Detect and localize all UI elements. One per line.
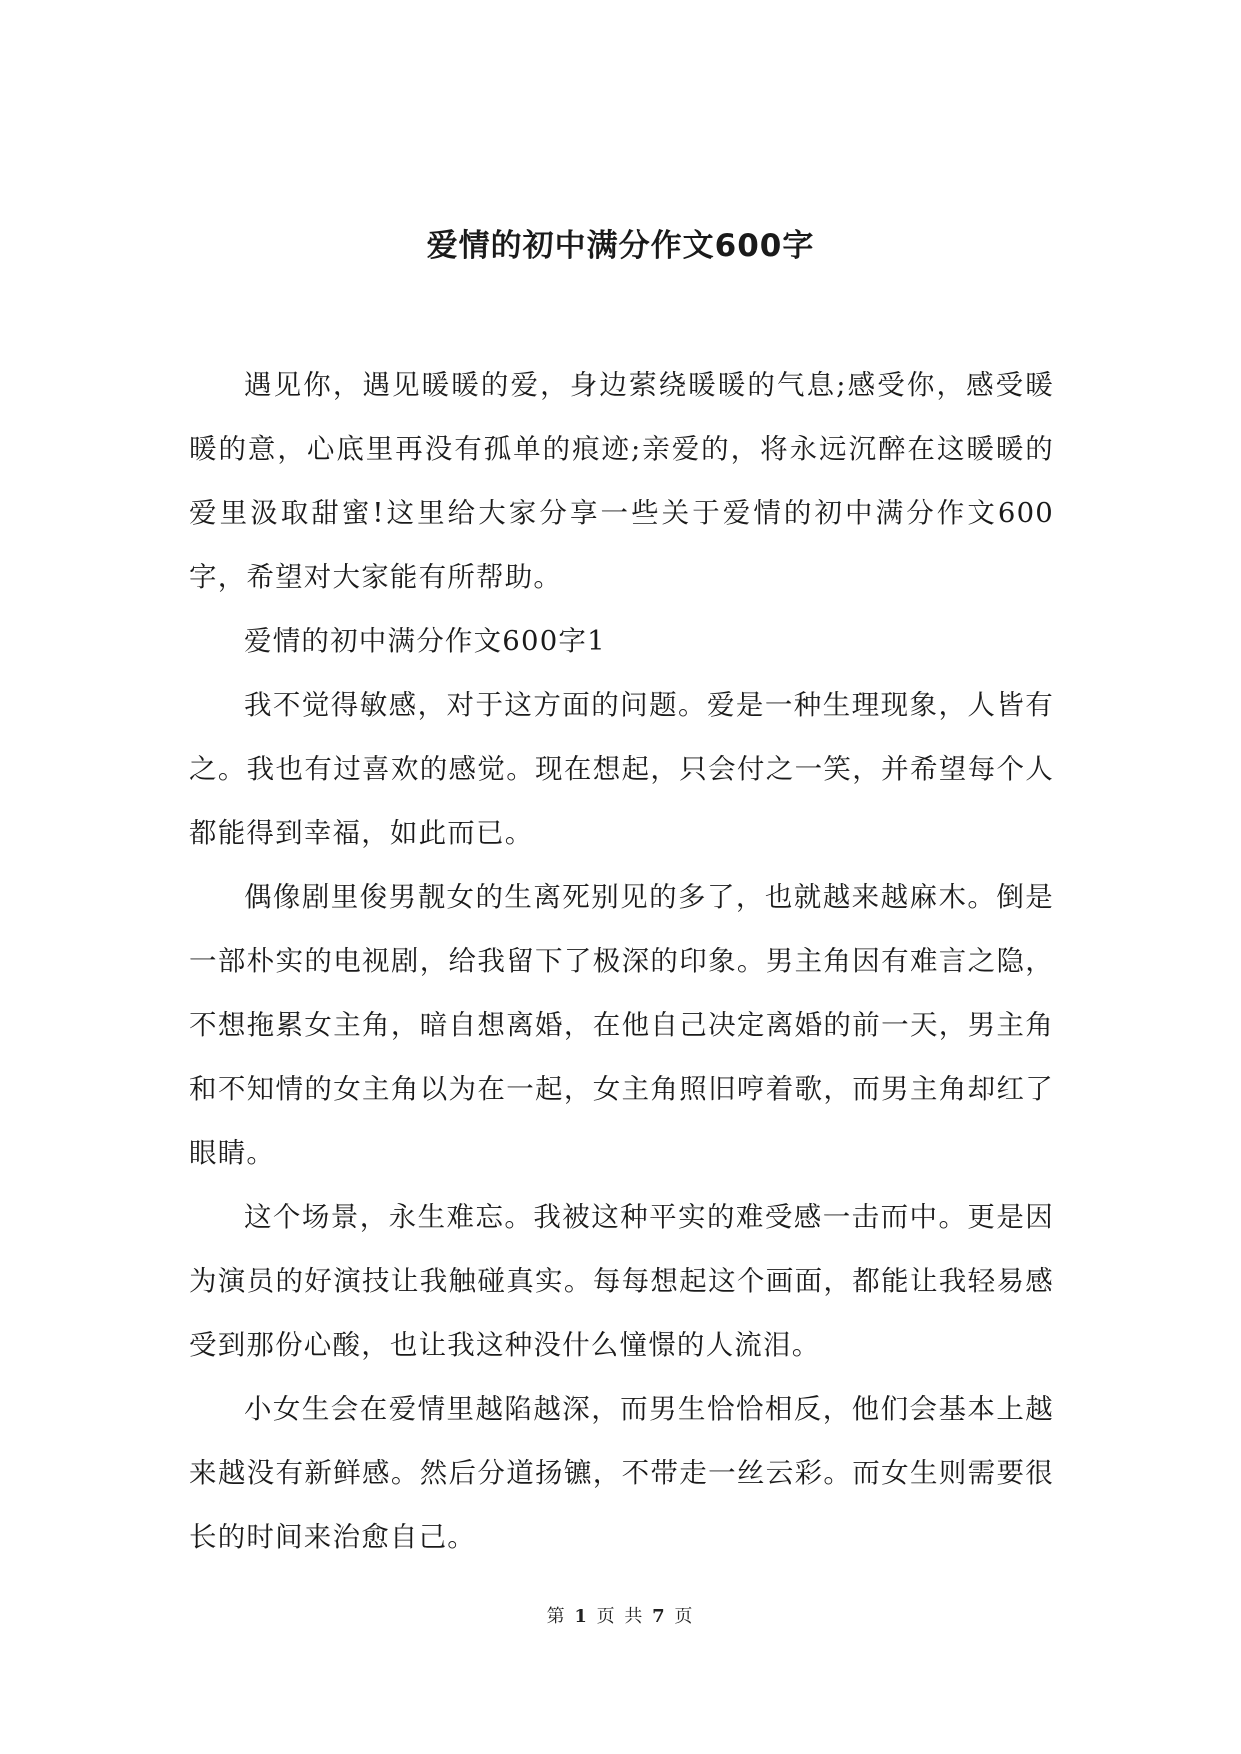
document-title: 爱情的初中满分作文600字 <box>426 228 815 264</box>
intro-paragraph: 遇见你，遇见暖暖的爱，身边萦绕暖暖的气息;感受你，感受暖暖的意，心底里再没有孤单的痕迹;亲爱的，将永远沉醉在这暖暖的爱里汲取甜蜜!这里给大家分享一些关于爱情的初中满分作文600字，希望对大家能有所帮助。 <box>189 369 1054 593</box>
body-paragraph: 小女生会在爱情里越陷越深，而男生恰恰相反，他们会基本上越来越没有新鲜感。然后分道扬镳，不带走一丝云彩。而女生则需要很长的时间来治愈自己。 <box>189 1393 1054 1553</box>
current-page-number: 1 <box>574 1606 589 1627</box>
page-footer <box>0 1605 1241 1629</box>
body-paragraph: 偶像剧里俊男靓女的生离死别见的多了，也就越来越麻木。倒是一部朴实的电视剧，给我留下了极深的印象。男主角因有难言之隐，不想拖累女主角，暗自想离婚，在他自己决定离婚的前一天，男主角和不知情的女主角以为在一起，女主角照旧哼着歌，而男主角却红了眼睛。 <box>189 881 1054 1169</box>
body-paragraph: 这个场景，永生难忘。我被这种平实的难受感一击而中。更是因为演员的好演技让我触碰真实。每每想起这个画面，都能让我轻易感受到那份心酸，也让我这种没什么憧憬的人流泪。 <box>189 1201 1054 1361</box>
document-body <box>189 353 1054 1569</box>
footer-prefix: 第 <box>546 1606 567 1627</box>
footer-suffix: 页 <box>674 1606 695 1627</box>
footer-middle: 页 共 <box>596 1606 645 1627</box>
body-paragraph: 我不觉得敏感，对于这方面的问题。爱是一种生理现象，人皆有之。我也有过喜欢的感觉。现在想起，只会付之一笑，并希望每个人都能得到幸福，如此而已。 <box>189 689 1054 849</box>
section-heading: 爱情的初中满分作文600字1 <box>244 625 606 657</box>
total-pages-number: 7 <box>652 1606 667 1627</box>
